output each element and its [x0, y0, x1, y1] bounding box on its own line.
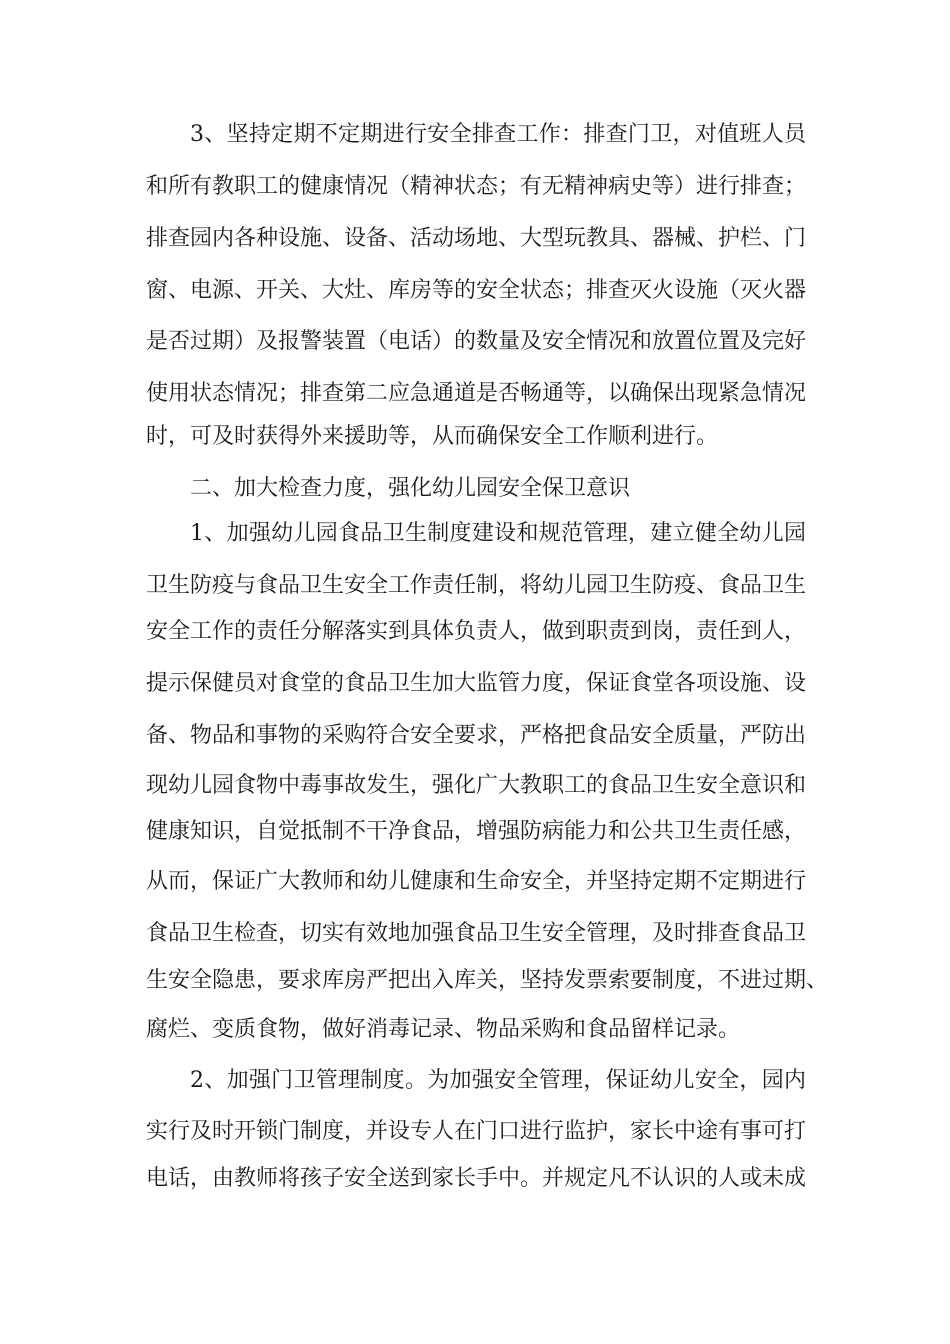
paragraph-line: 提示保健员对食堂的食品卫生加大监管力度，保证食堂各项设施、设	[146, 671, 807, 696]
paragraph-line: 腐烂、变质食物，做好消毒记录、物品采购和食品留样记录。	[146, 1017, 741, 1042]
paragraph-line: 卫生防疫与食品卫生安全工作责任制，将幼儿园卫生防疫、食品卫生	[146, 573, 807, 598]
paragraph-line: 电话，由教师将孩子安全送到家长手中。并规定凡不认识的人或未成	[146, 1166, 807, 1191]
paragraph-line: 3、坚持定期不定期进行安全排查工作：排查门卫，对值班人员	[190, 122, 806, 147]
section-heading: 二、加大检查力度，强化幼儿园安全保卫意识	[190, 476, 631, 501]
paragraph-line: 排查园内各种设施、设备、活动场地、大型玩教具、器械、护栏、门	[146, 226, 807, 251]
paragraph-line: 健康知识，自觉抵制不干净食品，增强防病能力和公共卫生责任感，	[146, 819, 807, 844]
paragraph-line: 2、加强门卫管理制度。为加强安全管理，保证幼儿安全，园内	[190, 1068, 806, 1093]
paragraph-line: 食品卫生检查，切实有效地加强食品卫生安全管理，及时排查食品卫	[146, 921, 807, 946]
paragraph-line: 备、物品和事物的采购符合安全要求，严格把食品安全质量，严防出	[146, 723, 807, 748]
paragraph-line: 实行及时开锁门制度，并设专人在门口进行监护，家长中途有事可打	[146, 1119, 807, 1144]
paragraph-line: 现幼儿园食物中毒事故发生，强化广大教职工的食品卫生安全意识和	[146, 773, 807, 798]
paragraph-line: 生安全隐患，要求库房严把出入库关，坚持发票索要制度，不进过期、	[146, 968, 829, 993]
paragraph-line: 1、加强幼儿园食品卫生制度建设和规范管理，建立健全幼儿园	[190, 521, 806, 546]
paragraph-line: 窗、电源、开关、大灶、库房等的安全状态；排查灭火设施（灭火器	[146, 278, 807, 303]
paragraph-line: 和所有教职工的健康情况（精神状态；有无精神病史等）进行排查；	[146, 174, 807, 199]
paragraph-line: 使用状态情况；排查第二应急通道是否畅通等，以确保出现紧急情况	[146, 381, 807, 406]
paragraph-line: 是否过期）及报警装置（电话）的数量及安全情况和放置位置及完好	[146, 329, 807, 354]
paragraph-line: 时，可及时获得外来援助等，从而确保安全工作顺利进行。	[146, 424, 719, 449]
paragraph-line: 从而，保证广大教师和幼儿健康和生命安全，并坚持定期不定期进行	[146, 869, 807, 894]
paragraph-line: 安全工作的责任分解落实到具体负责人，做到职责到岗，责任到人，	[146, 619, 807, 644]
